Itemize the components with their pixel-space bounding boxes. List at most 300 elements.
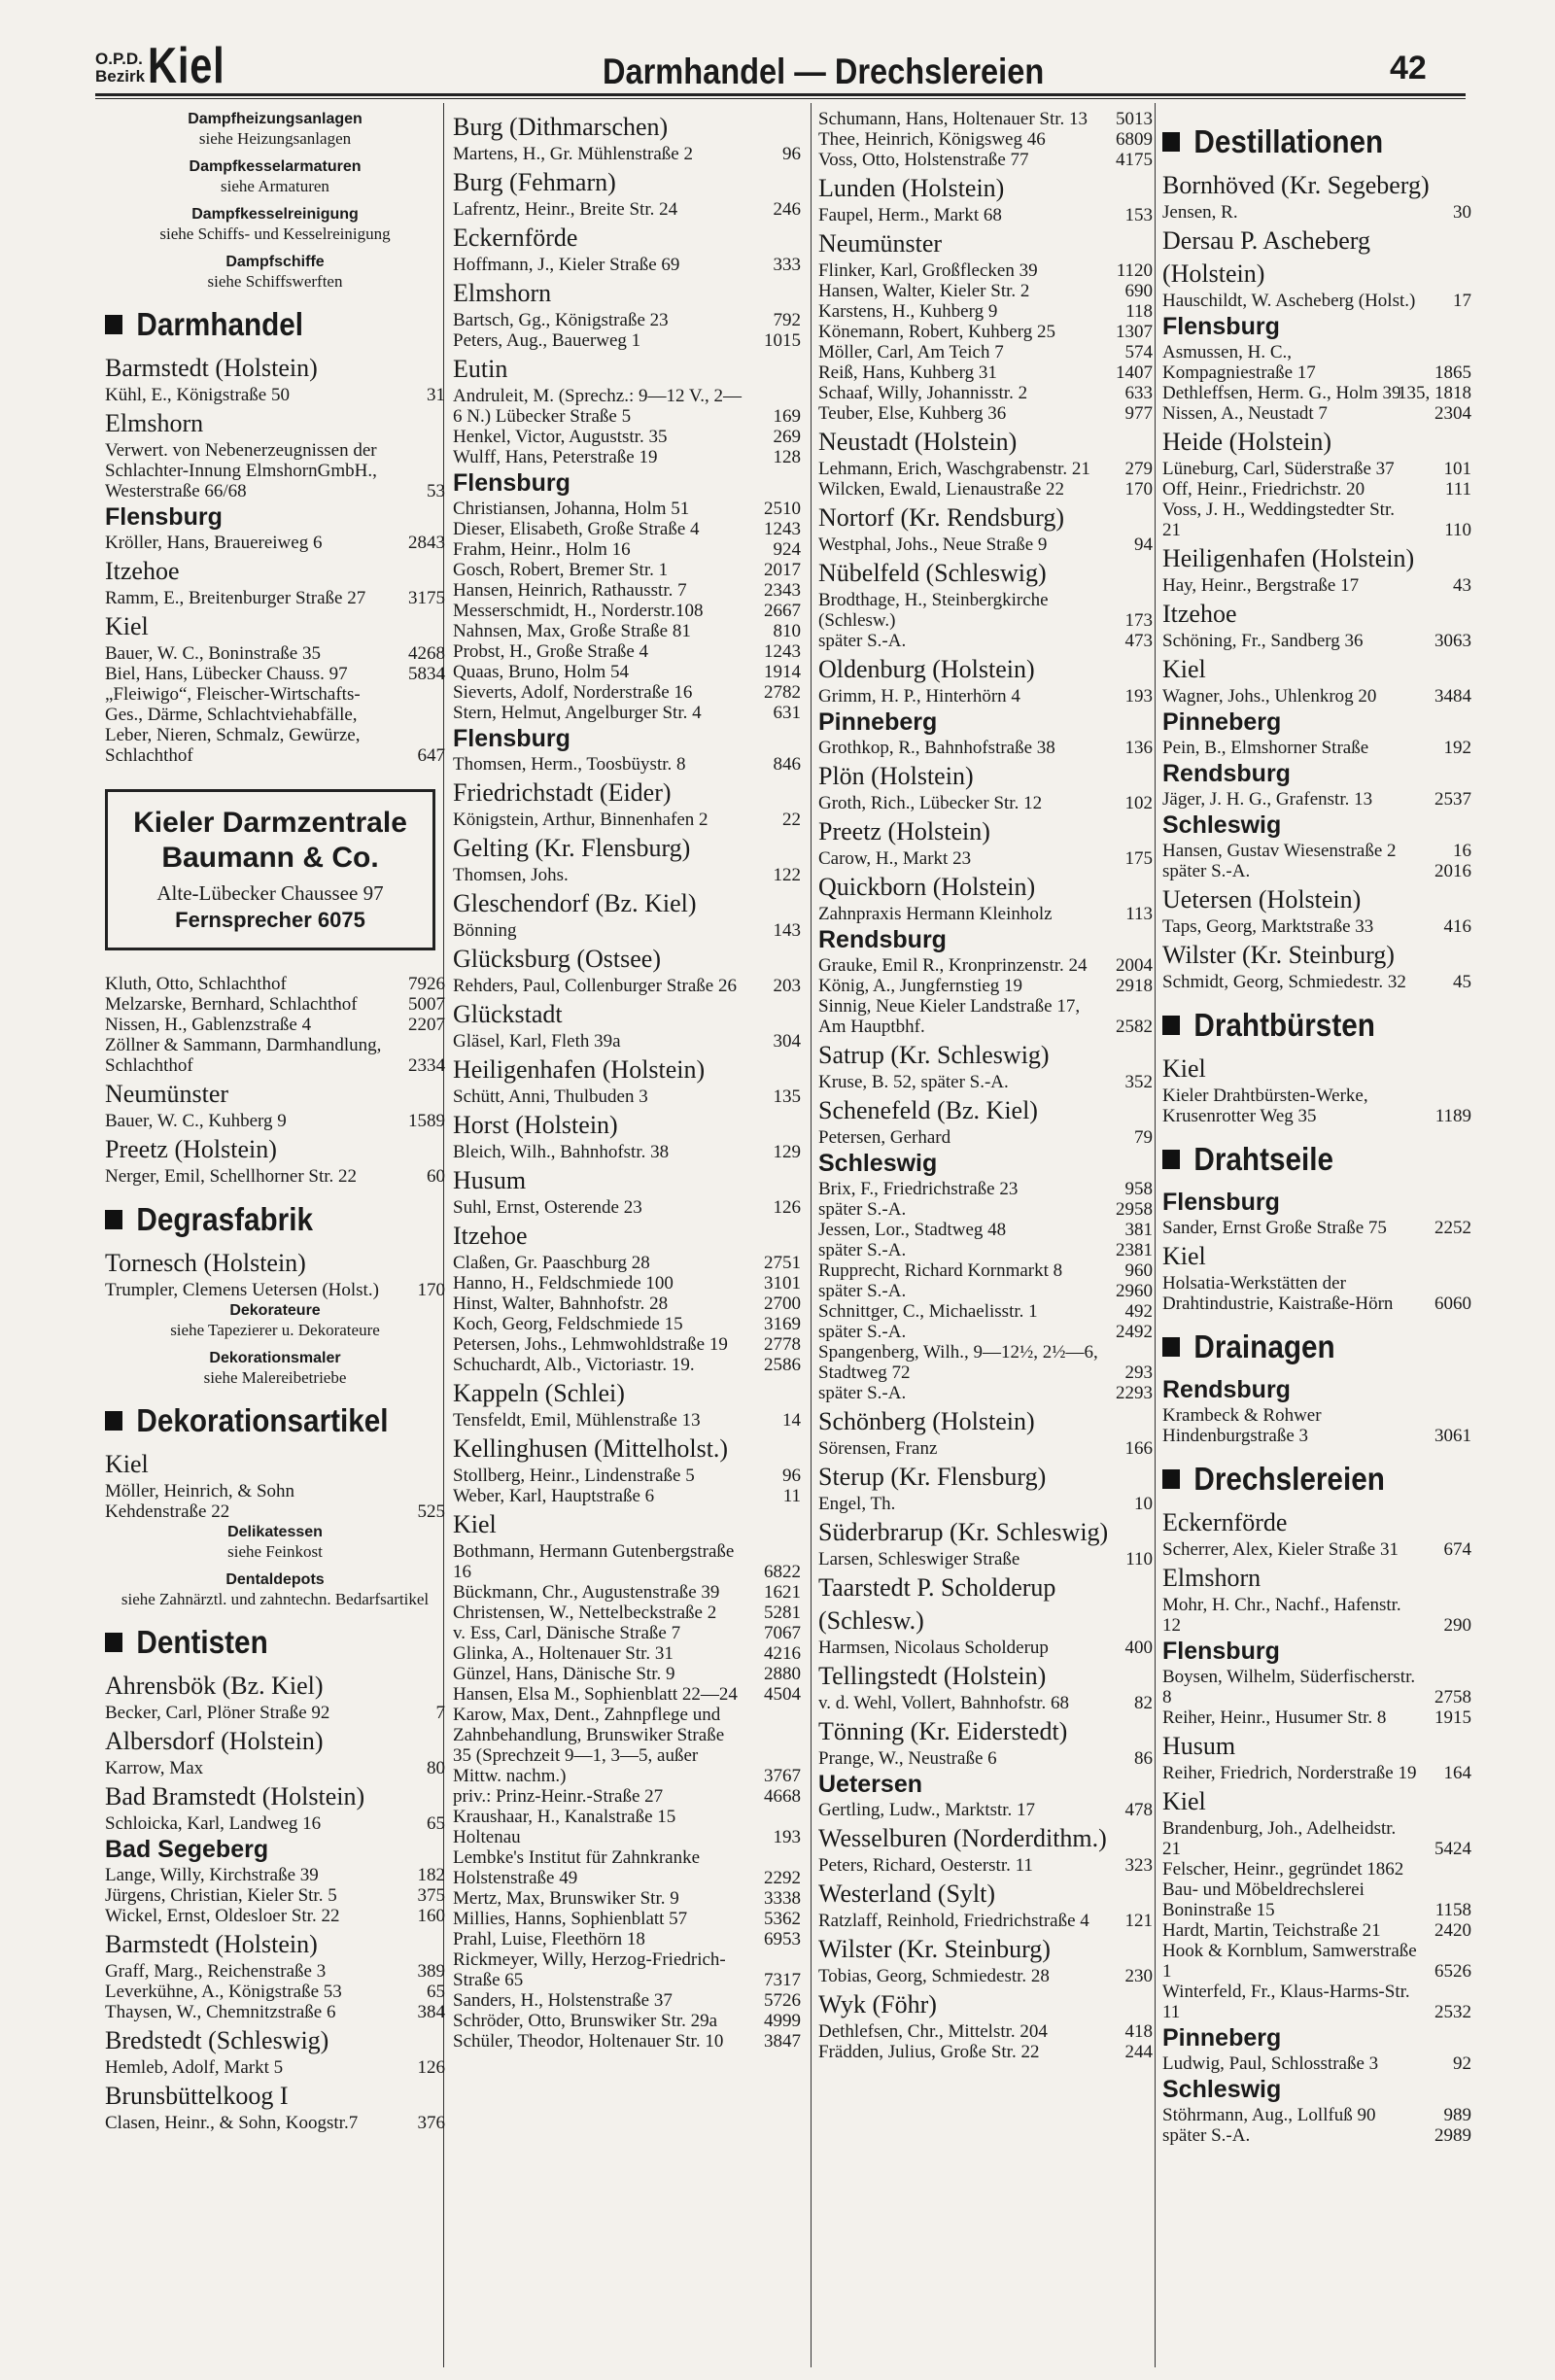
town-heading: Tönning (Kr. Eiderstedt): [818, 1717, 1068, 1745]
town-heading: Kiel: [1162, 1054, 1206, 1083]
listing-text: Dethlefsen, Chr., Mittelstr. 204: [818, 2021, 1048, 2042]
phone-number: 128: [773, 447, 801, 467]
header-rule: [95, 93, 1466, 96]
phone-number: 3484: [1434, 686, 1471, 707]
listing-text: Graff, Marg., Reichenstraße 3: [105, 1961, 327, 1982]
phone-number: 193: [1124, 686, 1153, 707]
phone-number: 10: [1134, 1494, 1153, 1514]
listing-text: Möller, Carl, Am Teich 7: [818, 342, 1004, 362]
listing-text: später S.-A.: [818, 1281, 907, 1301]
reference-target: siehe Schiffswerften: [207, 272, 343, 291]
phone-number: 418: [1124, 2021, 1153, 2042]
listing-entry: [1162, 403, 1471, 424]
phone-number: 170: [417, 1280, 445, 1300]
listing-entry: [453, 144, 801, 164]
listing-text: Zahnpraxis Hermann Kleinholz: [818, 904, 1053, 924]
listing-entry: [818, 403, 1153, 424]
phone-number: 958: [1124, 1179, 1153, 1199]
phone-number: 2510: [764, 499, 801, 519]
phone-number: 244: [1124, 2042, 1153, 2062]
phone-number: 304: [773, 1031, 801, 1052]
town-heading: Elmshorn: [105, 409, 204, 437]
listing-entry: [818, 535, 1153, 555]
category-bullet-icon: [1162, 1337, 1180, 1357]
phone-number: 2017: [764, 560, 801, 580]
listing-entry: [818, 1127, 1153, 1148]
phone-number: 30: [1453, 202, 1471, 223]
town-heading: Wilster (Kr. Steinburg): [818, 1935, 1051, 1963]
listing-text: Rickmeyer, Willy, Herzog-Friedrich-Straße 65: [453, 1949, 726, 1990]
listing-entry: [453, 682, 801, 703]
listing-text: Schöning, Fr., Sandberg 36: [1162, 631, 1364, 651]
listing-text: Taps, Georg, Marktstraße 33: [1162, 916, 1374, 937]
category-bullet-icon: [105, 1210, 122, 1229]
cross-reference: [105, 1348, 445, 1388]
listing-entry: [453, 621, 801, 641]
town-heading: Uetersen (Holstein): [1162, 885, 1362, 914]
listing-text: Hansen, Walter, Kieler Str. 2: [818, 281, 1030, 301]
listing-entry: [453, 865, 801, 885]
listing-text: Wilcken, Ewald, Lienaustraße 22: [818, 479, 1065, 500]
listing-text: Bartsch, Gg., Königstraße 23: [453, 310, 669, 330]
town-heading: Schleswig: [1162, 2076, 1282, 2103]
listing-entry: [1162, 1218, 1471, 1238]
listing-entry: [818, 129, 1153, 150]
phone-number: 65: [427, 1813, 445, 1834]
town-heading: Kiel: [1162, 655, 1206, 683]
listing-entry: [453, 1949, 801, 1990]
listing-entry: [453, 1623, 801, 1643]
phone-number: 60: [427, 1166, 445, 1187]
listing-entry: [1162, 479, 1471, 500]
phone-number: 53: [427, 481, 445, 501]
listing-entry: [453, 1031, 801, 1052]
phone-number: 5013: [1116, 109, 1153, 129]
town-heading: Barmstedt (Holstein): [105, 354, 318, 382]
phone-number: 977: [1124, 403, 1153, 424]
ad-company-name: Kieler Darmzentrale: [133, 807, 407, 839]
phone-number: 1589: [408, 1111, 445, 1131]
town-heading: Albersdorf (Holstein): [105, 1727, 324, 1755]
listing-text: Thaysen, W., Chemnitzstraße 6: [105, 2002, 336, 2022]
listing-text: Bothmann, Hermann Gutenbergstraße 16: [453, 1541, 735, 1582]
category-title: Dentisten: [136, 1624, 268, 1660]
phone-number: 492: [1124, 1301, 1153, 1322]
listing-text: Schumann, Hans, Holtenauer Str. 13: [818, 109, 1088, 129]
phone-number: 792: [773, 310, 801, 330]
listing-entry: [453, 1807, 801, 1847]
listing-entry: [105, 1961, 445, 1982]
phone-number: 2843: [408, 533, 445, 553]
listing-entry: [818, 631, 1153, 651]
phone-number: 3767: [764, 1766, 801, 1786]
listing-text: Reiher, Friedrich, Norderstraße 19: [1162, 1763, 1417, 1783]
listing-text: Messerschmidt, H., Norderstr.108: [453, 601, 704, 621]
phone-number: 1621: [764, 1582, 801, 1603]
town-heading: Tornesch (Holstein): [105, 1249, 306, 1277]
listing-entry: [453, 601, 801, 621]
listing-text: Lange, Willy, Kirchstraße 39: [105, 1865, 319, 1885]
phone-number: 135: [773, 1087, 801, 1107]
phone-number: 45: [1453, 972, 1471, 992]
reference-target: siehe Feinkost: [227, 1542, 323, 1561]
phone-number: 2751: [764, 1253, 801, 1273]
phone-number: 2960: [1116, 1281, 1153, 1301]
town-heading: Flensburg: [1162, 1638, 1280, 1665]
ad-phone: Fernsprecher 6075: [175, 908, 365, 932]
listing-entry: [1162, 202, 1471, 223]
listing-entry: [1162, 861, 1471, 881]
phone-number: 1865: [1434, 362, 1471, 383]
listing-text: später S.-A.: [1162, 2125, 1251, 2146]
phone-number: 2989: [1434, 2125, 1471, 2146]
phone-number: 3063: [1434, 631, 1471, 651]
listing-entry: [818, 260, 1153, 281]
town-heading: Flensburg: [453, 469, 570, 497]
phone-number: 110: [1125, 1549, 1153, 1569]
listing-entry: [818, 2021, 1153, 2042]
phone-number: 230: [1124, 1966, 1153, 1986]
phone-number: 525: [417, 1501, 445, 1522]
listing-entry: [818, 383, 1153, 403]
phone-number: 376: [417, 2113, 445, 2133]
listing-text: Grauke, Emil R., Kronprinzenstr. 24: [818, 955, 1088, 976]
listing-text: Thomsen, Herm., Toosbüystr. 8: [453, 754, 686, 775]
listing-text: später S.-A.: [818, 1383, 907, 1403]
town-heading: Brunsbüttelkoog I: [105, 2082, 289, 2110]
listing-text: Kieler Drahtbürsten-Werke, Krusenrotter Weg 35: [1162, 1086, 1368, 1126]
district-city: Kiel: [148, 38, 225, 94]
listing-text: Ludwig, Paul, Schlosstraße 3: [1162, 2053, 1379, 2074]
phone-number: 3101: [764, 1273, 801, 1293]
listing-entry: [818, 1220, 1153, 1240]
town-heading: Taarstedt P. Scholderup (Schlesw.): [818, 1573, 1056, 1635]
listing-text: Larsen, Schleswiger Straße: [818, 1549, 1020, 1569]
phone-number: 96: [782, 1466, 801, 1486]
town-heading: Süderbrarup (Kr. Schleswig): [818, 1518, 1109, 1546]
column-4: [1162, 109, 1471, 2146]
phone-number: 269: [773, 427, 801, 447]
column-3: [818, 109, 1153, 2062]
phone-number: 400: [1124, 1638, 1153, 1658]
phone-number: 631: [773, 703, 801, 723]
listing-text: Jürgens, Christian, Kieler Str. 5: [105, 1885, 337, 1906]
phone-number: 1915: [1434, 1707, 1471, 1728]
listing-text: Felscher, Heinr., gegründet 1862 Bau- und Möbeldrechslerei Boninstraße 15: [1162, 1859, 1404, 1920]
listing-entry: [453, 976, 801, 996]
listing-entry: [105, 1885, 445, 1906]
listing-text: Brandenburg, Joh., Adelheidstr. 21: [1162, 1818, 1397, 1859]
listing-entry: [1162, 459, 1471, 479]
listing-text: Hauschildt, W. Ascheberg (Holst.): [1162, 291, 1416, 311]
phone-number: 43: [1453, 575, 1471, 596]
listing-text: Nissen, H., Gablenzstraße 4: [105, 1015, 312, 1035]
town-heading: Glücksburg (Ostsee): [453, 945, 661, 973]
listing-entry: [1162, 1667, 1471, 1707]
listing-entry: [1162, 789, 1471, 810]
phone-number: 352: [1124, 1072, 1153, 1092]
listing-text: Glinka, A., Holtenauer Str. 31: [453, 1643, 674, 1664]
town-heading: Eckernförde: [453, 224, 578, 252]
listing-text: Krambeck & Rohwer Hindenburgstraße 3: [1162, 1405, 1322, 1446]
listing-text: Faupel, Herm., Markt 68: [818, 205, 1002, 225]
listing-entry: [1162, 500, 1471, 540]
listing-text: Boysen, Wilhelm, Süderfischerstr. 8: [1162, 1667, 1416, 1707]
listing-entry: [1162, 2053, 1471, 2074]
phone-number: 79: [1134, 1127, 1153, 1148]
listing-entry: [453, 920, 801, 941]
phone-number: 2918: [1116, 976, 1153, 996]
listing-text: Könemann, Robert, Kuhberg 25: [818, 322, 1055, 342]
listing-text: Hansen, Heinrich, Rathausstr. 7: [453, 580, 687, 601]
town-heading: Flensburg: [1162, 313, 1280, 340]
phone-number: 135, 1818: [1398, 383, 1471, 403]
listing-text: Hemleb, Adolf, Markt 5: [105, 2057, 284, 2078]
phone-number: 1243: [764, 641, 801, 662]
phone-number: 65: [427, 1982, 445, 2002]
listing-text: Hoffmann, J., Kieler Straße 69: [453, 255, 680, 275]
phone-number: 473: [1124, 631, 1153, 651]
category-bullet-icon: [1162, 132, 1180, 152]
phone-number: 14: [782, 1410, 801, 1431]
listing-entry: [1162, 1859, 1471, 1920]
phone-number: 101: [1443, 459, 1471, 479]
listing-entry: [818, 1322, 1153, 1342]
listing-text: „Fleiwigo“, Fleischer-Wirtschafts-Ges., Därme, Schlachtviehabfälle, Leber, Nieren, Schmalz, Gewürze, Schlachthof: [105, 684, 361, 766]
town-heading: Nortorf (Kr. Rendsburg): [818, 503, 1064, 532]
listing-entry: [453, 1684, 801, 1705]
phone-number: 7926: [408, 974, 445, 994]
phone-number: 810: [773, 621, 801, 641]
listing-text: Peters, Richard, Oesterstr. 11: [818, 1855, 1033, 1876]
listing-entry: [1162, 2105, 1471, 2125]
listing-entry: [818, 205, 1153, 225]
listing-text: Hansen, Elsa M., Sophienblatt 22—24: [453, 1684, 738, 1705]
listing-text: Leverkühne, A., Königstraße 53: [105, 1982, 342, 2002]
listing-entry: [1162, 1539, 1471, 1560]
listing-text: Schröder, Otto, Brunswiker Str. 29a: [453, 2011, 718, 2031]
phone-number: 164: [1443, 1763, 1471, 1783]
listing-text: Jäger, J. H. G., Grafenstr. 13: [1162, 789, 1373, 810]
listing-entry: [453, 199, 801, 220]
listing-text: Westphal, Johs., Neue Straße 9: [818, 535, 1048, 555]
listing-entry: [818, 1383, 1153, 1403]
phone-number: 2700: [764, 1293, 801, 1314]
listing-text: Voss, J. H., Weddingstedter Str. 21: [1162, 500, 1395, 540]
listing-text: Schloicka, Karl, Landweg 16: [105, 1813, 322, 1834]
listing-text: Bauer, W. C., Kuhberg 9: [105, 1111, 287, 1131]
phone-number: 153: [1124, 205, 1153, 225]
listing-text: Melzarske, Bernhard, Schlachthof: [105, 994, 358, 1015]
phone-number: 2880: [764, 1664, 801, 1684]
reference-target: siehe Zahnärztl. und zahntechn. Bedarfsartikel: [121, 1590, 430, 1608]
listing-entry: [453, 703, 801, 723]
phone-number: 5424: [1434, 1839, 1471, 1859]
phone-number: 110: [1444, 520, 1471, 540]
listing-entry: [818, 1281, 1153, 1301]
listing-entry: [453, 1643, 801, 1664]
listing-text: Rehders, Paul, Collenburger Straße 26: [453, 976, 737, 996]
phone-number: 3338: [764, 1888, 801, 1909]
listing-entry: [818, 1494, 1153, 1514]
listing-entry: [1162, 1818, 1471, 1859]
listing-entry: [1162, 631, 1471, 651]
phone-number: 182: [417, 1865, 445, 1885]
town-heading: Kappeln (Schlei): [453, 1379, 625, 1407]
phone-number: 2586: [764, 1355, 801, 1375]
listing-text: v. Ess, Carl, Dänische Straße 7: [453, 1623, 681, 1643]
phone-number: 633: [1124, 383, 1153, 403]
phone-number: 2782: [764, 682, 801, 703]
listing-text: Bönning: [453, 920, 517, 941]
listing-entry: [105, 533, 445, 553]
town-heading: Burg (Fehmarn): [453, 168, 616, 196]
cross-reference: [105, 109, 445, 149]
listing-text: Hardt, Martin, Teichstraße 21: [1162, 1920, 1381, 1941]
phone-number: 3175: [408, 588, 445, 608]
phone-number: 290: [1443, 1615, 1471, 1636]
phone-number: 4268: [408, 643, 445, 664]
listing-text: Nahnsen, Max, Große Straße 81: [453, 621, 691, 641]
listing-text: Wulff, Hans, Peterstraße 19: [453, 447, 658, 467]
listing-entry: [818, 1260, 1153, 1281]
town-heading: Horst (Holstein): [453, 1111, 618, 1139]
town-heading: Eutin: [453, 355, 508, 383]
phone-number: 2537: [1434, 789, 1471, 810]
reference-term: Dampfheizungsanlagen: [188, 111, 363, 127]
page-title: Darmhandel — Drechslereien: [603, 52, 1045, 91]
listing-text: Kluth, Otto, Schlachthof: [105, 974, 287, 994]
listing-text: Off, Heinr., Friedrichstr. 20: [1162, 479, 1365, 500]
listing-entry: [818, 1342, 1153, 1383]
phone-number: 1158: [1434, 1900, 1471, 1920]
listing-entry: [453, 2031, 801, 2052]
listing-text: Prahl, Luise, Fleethörn 18: [453, 1929, 645, 1949]
listing-text: Suhl, Ernst, Osterende 23: [453, 1197, 642, 1218]
listing-text: König, A., Jungfernstieg 19: [818, 976, 1023, 996]
phone-number: 2758: [1434, 1687, 1471, 1707]
phone-number: 381: [1124, 1220, 1153, 1240]
town-heading: Oldenburg (Holstein): [818, 655, 1035, 683]
town-heading: Pinneberg: [818, 708, 938, 736]
listing-entry: [818, 1072, 1153, 1092]
listing-entry: [818, 996, 1153, 1037]
listing-text: Hanno, H., Feldschmiede 100: [453, 1273, 674, 1293]
listing-entry: [1162, 1982, 1471, 2022]
phone-number: 989: [1443, 2105, 1471, 2125]
listing-text: Schnittger, C., Michaelisstr. 1: [818, 1301, 1038, 1322]
listing-entry: [105, 1481, 445, 1522]
phone-number: 1307: [1116, 322, 1153, 342]
phone-number: 3061: [1434, 1426, 1471, 1446]
listing-text: Günzel, Hans, Dänische Str. 9: [453, 1664, 675, 1684]
phone-number: 5362: [764, 1909, 801, 1929]
category-title: Drainagen: [1193, 1328, 1335, 1364]
listing-entry: [105, 994, 445, 1015]
header-rule-thin: [95, 98, 1466, 99]
listing-entry: [818, 1911, 1153, 1931]
listing-text: Kraushaar, H., Kanalstraße 15 Holtenau: [453, 1807, 676, 1847]
phone-number: 960: [1124, 1260, 1153, 1281]
phone-number: 192: [1443, 738, 1471, 758]
listing-text: später S.-A.: [818, 1199, 907, 1220]
town-heading: Neumünster: [818, 229, 943, 258]
town-heading: Satrup (Kr. Schleswig): [818, 1041, 1050, 1069]
phone-number: 2667: [764, 601, 801, 621]
phone-number: 3847: [764, 2031, 801, 2052]
listing-text: Christiansen, Johanna, Holm 51: [453, 499, 690, 519]
town-heading: Bredstedt (Schleswig): [105, 2026, 329, 2054]
listing-entry: [453, 1582, 801, 1603]
listing-entry: [453, 662, 801, 682]
listing-text: Grimm, H. P., Hinterhörn 4: [818, 686, 1020, 707]
listing-entry: [105, 1758, 445, 1778]
town-heading: Wyk (Föhr): [818, 1990, 937, 2018]
phone-number: 11: [782, 1486, 801, 1506]
town-heading: Kiel: [105, 612, 149, 640]
category-title: Drahtbürsten: [1193, 1007, 1375, 1043]
listing-text: Reiher, Heinr., Husumer Str. 8: [1162, 1707, 1387, 1728]
listing-text: Flinker, Karl, Großflecken 39: [818, 260, 1038, 281]
listing-text: Brodthage, H., Steinbergkirche (Schlesw.): [818, 590, 1049, 631]
phone-number: 2492: [1116, 1322, 1153, 1342]
cross-reference: [105, 1300, 445, 1340]
category-title: Drechslereien: [1193, 1461, 1385, 1497]
phone-number: 2004: [1116, 955, 1153, 976]
reference-term: Dampfschiffe: [225, 254, 325, 270]
phone-number: 5726: [764, 1990, 801, 2011]
phone-number: 86: [1134, 1748, 1153, 1769]
town-heading: Flensburg: [105, 503, 223, 531]
category-bullet-icon: [1162, 1150, 1180, 1169]
category-heading: [105, 1200, 411, 1239]
listing-entry: [453, 1664, 801, 1684]
town-heading: Ahrensbök (Bz. Kiel): [105, 1672, 324, 1700]
phone-number: 92: [1453, 2053, 1471, 2074]
listing-text: Thee, Heinrich, Königsweg 46: [818, 129, 1046, 150]
category-heading: [1162, 1328, 1440, 1366]
reference-target: siehe Tapezierer u. Dekorateure: [170, 1321, 380, 1339]
listing-entry: [453, 1786, 801, 1807]
phone-number: 1015: [764, 330, 801, 351]
phone-number: 2016: [1434, 861, 1471, 881]
listing-text: Sander, Ernst Große Straße 75: [1162, 1218, 1387, 1238]
phone-number: 129: [773, 1142, 801, 1162]
town-heading: Kiel: [1162, 1787, 1206, 1815]
category-bullet-icon: [1162, 1016, 1180, 1035]
town-heading: Uetersen: [818, 1771, 922, 1798]
listing-entry: [818, 1438, 1153, 1459]
listing-entry: [453, 1142, 801, 1162]
listing-entry: [105, 440, 445, 501]
category-bullet-icon: [105, 315, 122, 334]
cross-reference: [105, 156, 445, 196]
column-divider: [811, 103, 812, 2367]
listing-text: Nissen, A., Neustadt 7: [1162, 403, 1328, 424]
listing-entry: [818, 459, 1153, 479]
listing-entry: [818, 362, 1153, 383]
listing-entry: [105, 684, 445, 766]
listing-text: Scherrer, Alex, Kieler Straße 31: [1162, 1539, 1399, 1560]
listing-text: Voss, Otto, Holstenstraße 77: [818, 150, 1029, 170]
listing-entry: [1162, 738, 1471, 758]
advertisement-box: [105, 789, 435, 950]
listing-entry: [818, 976, 1153, 996]
phone-number: 279: [1124, 459, 1153, 479]
phone-number: 2778: [764, 1334, 801, 1355]
phone-number: 389: [417, 1961, 445, 1982]
phone-number: 4216: [764, 1643, 801, 1664]
